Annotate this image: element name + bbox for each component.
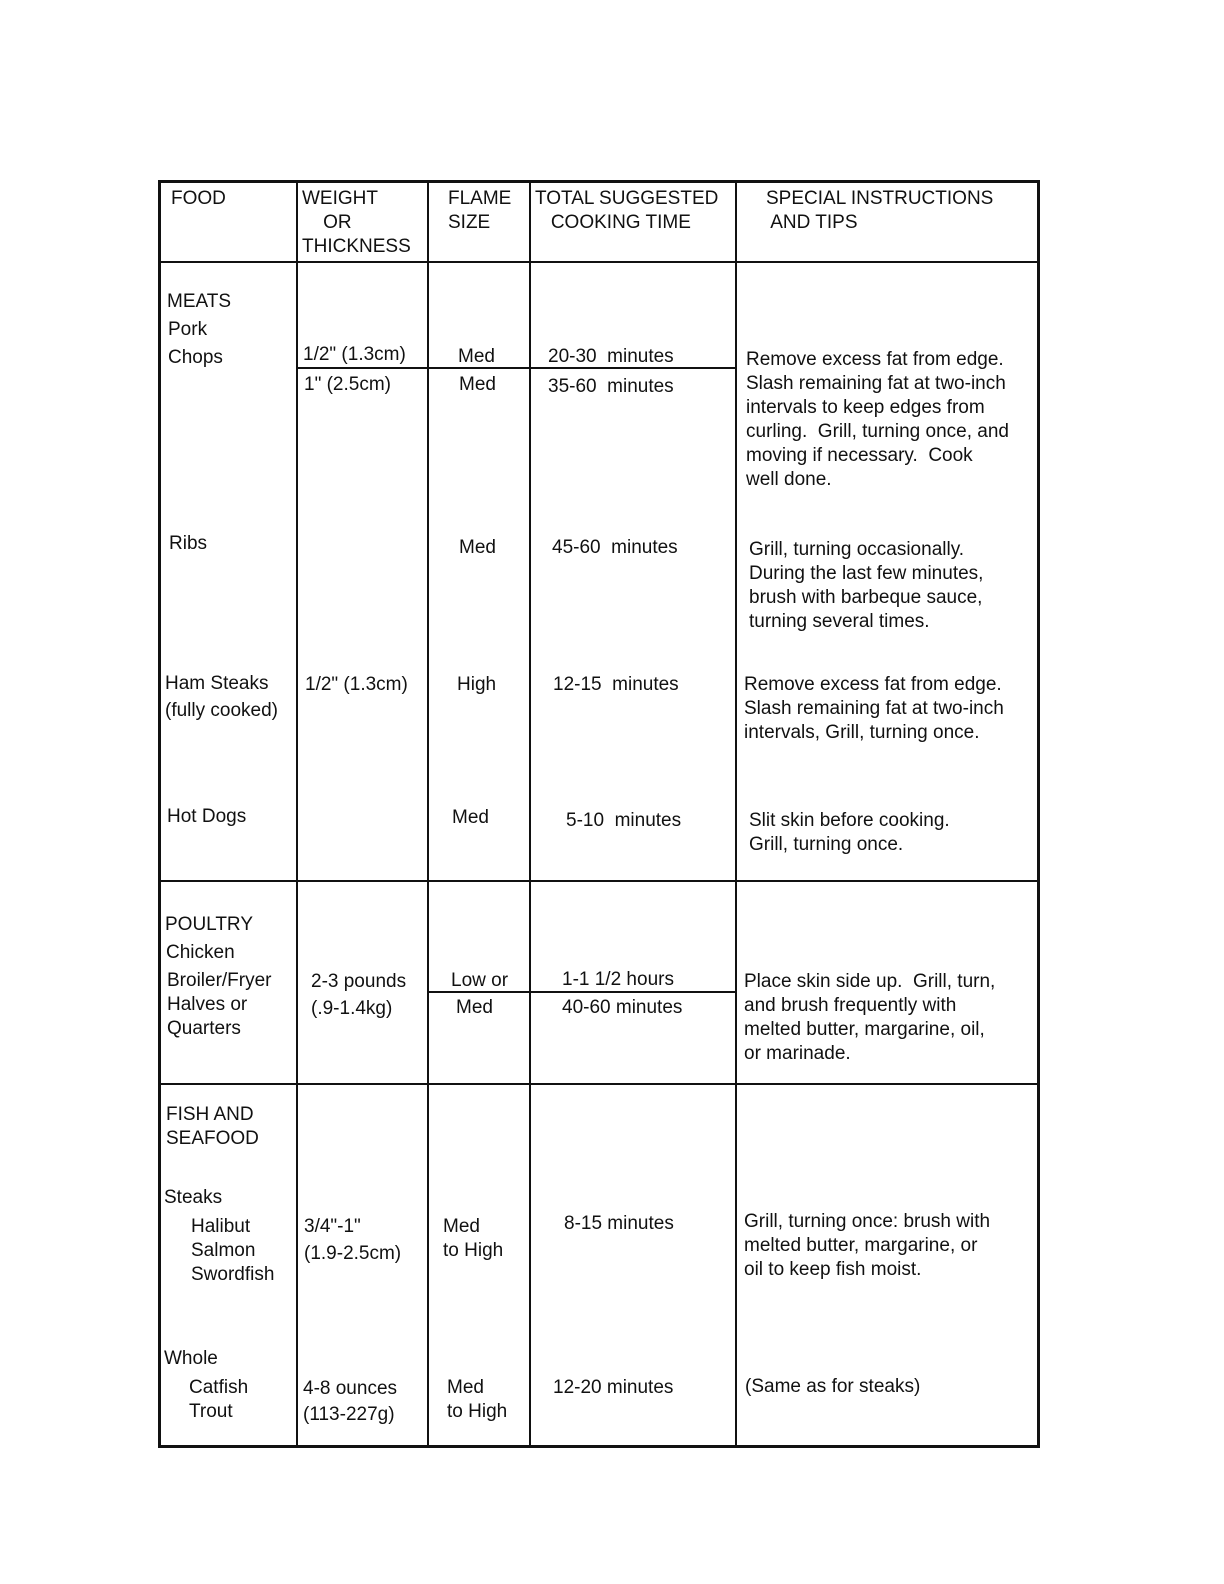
poultry-time-2: 40-60 minutes: [562, 997, 683, 1018]
fish-whole-time: 12-20 minutes: [553, 1377, 674, 1398]
column-divider: [296, 180, 298, 1448]
food-whole: Whole: [164, 1348, 218, 1369]
food-pork: Pork: [168, 319, 208, 340]
hotdogs-instructions: Slit skin before cooking. Grill, turning once.: [749, 810, 950, 855]
hotdogs-time: 5-10 minutes: [566, 810, 682, 831]
column-divider: [427, 180, 429, 1448]
chops-weight-2: 1" (2.5cm): [304, 374, 391, 395]
ham-instructions: Remove excess fat from edge. Slash remaining fat at two-inch intervals, Grill, turning once.: [744, 674, 1004, 743]
fish-steaks-time: 8-15 minutes: [564, 1213, 674, 1234]
poultry-flame-1: Low or: [451, 970, 509, 991]
chops-time-1: 20-30 minutes: [548, 346, 674, 367]
header-weight: WEIGHT OR THICKNESS: [302, 188, 411, 257]
food-broiler-fryer: Broiler/Fryer Halves or Quarters: [167, 970, 272, 1039]
chops-flame-1: Med: [458, 346, 495, 367]
food-chops: Chops: [168, 347, 223, 368]
section-fish-seafood: FISH AND SEAFOOD: [166, 1104, 259, 1149]
chops-instructions: Remove excess fat from edge. Slash remaining fat at two-inch intervals to keep edges from curling. Grill, turning once, and moving if necessary. Cook well done.: [746, 349, 1009, 490]
header-divider: [158, 261, 1040, 263]
column-divider: [529, 180, 531, 1448]
fish-steaks-instructions: Grill, turning once: brush with melted butter, margarine, or oil to keep fish moist.: [744, 1211, 991, 1280]
header-instructions: SPECIAL INSTRUCTIONS AND TIPS: [766, 188, 994, 233]
ribs-instructions: Grill, turning occasionally. During the last few minutes, brush with barbeque sauce, turning several times.: [749, 539, 984, 632]
fish-steaks-weight: 3/4"-1" (1.9-2.5cm): [304, 1216, 402, 1264]
poultry-time-1: 1-1 1/2 hours: [562, 969, 674, 990]
chops-time-2: 35-60 minutes: [548, 376, 674, 397]
ham-weight: 1/2" (1.3cm): [305, 674, 408, 695]
column-divider: [735, 180, 737, 1448]
header-food: FOOD: [171, 188, 226, 209]
poultry-instructions: Place skin side up. Grill, turn, and brush frequently with melted butter, margarine, oil, or marinade.: [744, 971, 996, 1064]
header-time: TOTAL SUGGESTED COOKING TIME: [535, 188, 719, 233]
fish-whole-list: Catfish Trout: [189, 1377, 249, 1422]
fish-whole-weight: 4-8 ounces (113-227g): [303, 1378, 398, 1425]
ham-flame: High: [457, 674, 497, 695]
fish-steaks-list: Halibut Salmon Swordfish: [191, 1216, 275, 1285]
food-chicken: Chicken: [166, 942, 235, 963]
ham-time: 12-15 minutes: [553, 674, 679, 695]
ribs-time: 45-60 minutes: [552, 537, 678, 558]
fish-steaks-flame: Med to High: [443, 1216, 504, 1261]
poultry-flame-2: Med: [456, 997, 493, 1018]
chops-flame-2: Med: [459, 374, 496, 395]
section-divider: [158, 1083, 1040, 1085]
section-divider: [158, 880, 1040, 882]
section-meats: MEATS: [167, 291, 232, 312]
food-ham-steaks: Ham Steaks (fully cooked): [165, 673, 278, 721]
poultry-weight: 2-3 pounds (.9-1.4kg): [311, 971, 407, 1019]
hotdogs-flame: Med: [452, 807, 489, 828]
header-flame: FLAME SIZE: [448, 188, 512, 233]
food-steaks: Steaks: [164, 1187, 223, 1208]
food-hot-dogs: Hot Dogs: [167, 806, 247, 827]
fish-whole-instructions: (Same as for steaks): [745, 1376, 921, 1397]
food-ribs: Ribs: [169, 533, 208, 554]
chops-weight-1: 1/2" (1.3cm): [303, 344, 406, 365]
fish-whole-flame: Med to High: [447, 1377, 508, 1422]
ribs-flame: Med: [459, 537, 496, 558]
section-poultry: POULTRY: [165, 914, 253, 935]
